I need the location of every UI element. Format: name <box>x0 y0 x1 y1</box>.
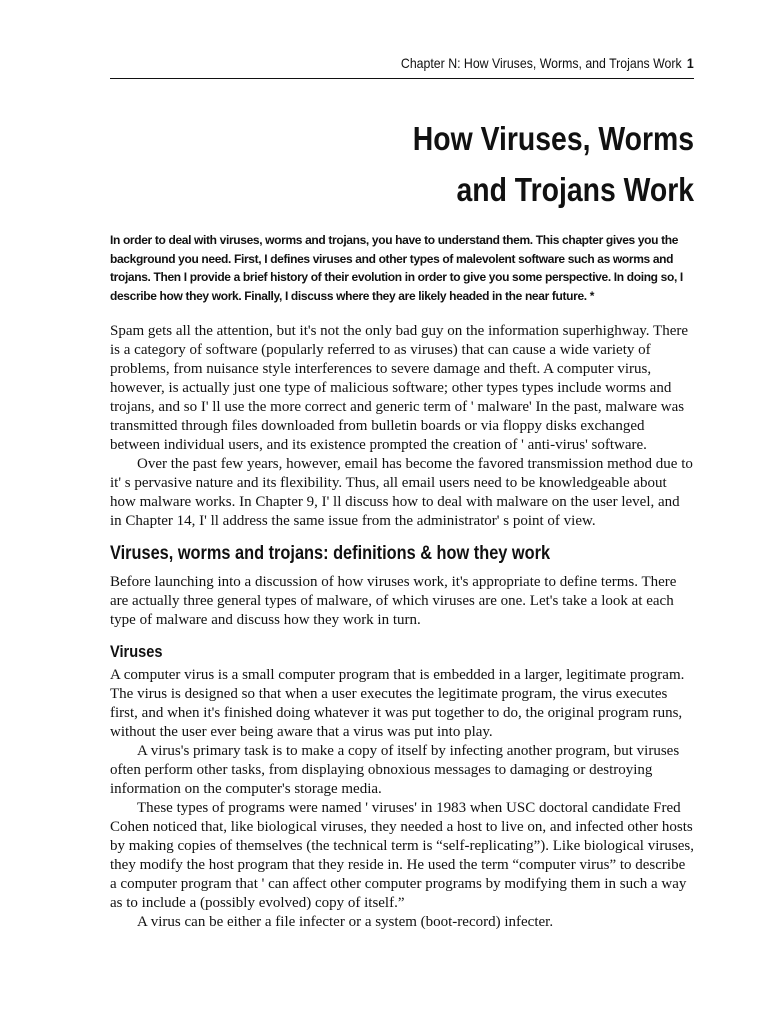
viruses-paragraph-2: A virus's primary task is to make a copy of itself by infecting another program, but viruses often perform other tasks, from displaying obnoxious messages to damaging or destroying information on the computer's storage media. <box>110 743 680 797</box>
page-number: 1 <box>687 55 694 71</box>
body-text <box>110 322 694 932</box>
intro-paragraph-2: Over the past few years, however, email has become the favored transmission method due to it' s pervasive nature and its flexibility. Thus, all email users need to be knowledgeable about how malware works. In Chapter 9, I' ll discuss how to deal with malware on the user level, and in Chapter 14, I' ll address the same issue from the administrator' s point of view. <box>110 456 693 529</box>
viruses-paragraph-4: A virus can be either a file infecter or a system (boot-record) infecter. <box>137 914 554 930</box>
running-header-title: Chapter N: How Viruses, Worms, and Trojans Work <box>401 55 682 71</box>
viruses-paragraph-3: These types of programs were named ' viruses' in 1983 when USC doctoral candidate Fred Cohen noticed that, like biological viruses, they needed a host to live on, and infected other hosts by making copies of themselves (the technical term is “self-replicating”). Like biological viruses, they modify the host program that they reside in. He used the term “computer virus” to describe a computer program that ' can affect other computer programs by modifying them in such a way as to include a (possibly evolved) copy of itself.” <box>110 800 694 911</box>
chapter-abstract: In order to deal with viruses, worms and trojans, you have to understand them. This chapter gives you the background you need. First, I defines viruses and other types of malevolent software such as worms and trojans. Then I provide a brief history of their evolution in order to give you some perspective. In doing so, I describe how they work. Finally, I discuss where they are likely headed in the near future. * <box>110 233 683 303</box>
chapter-title <box>413 113 694 215</box>
viruses-paragraph-1: A computer virus is a small computer program that is embedded in a larger, legitimate program. The virus is designed so that when a user executes the legitimate program, the virus executes first, and when it's finished doing whatever it was put together to do, the original program runs, without the user ever being aware that a virus was put into play. <box>110 667 685 740</box>
intro-paragraph-1: Spam gets all the attention, but it's not the only bad guy on the information superhighway. There is a category of software (popularly referred to as viruses) that can cause a wide variety of problems, from nuisance style interferences to severe damage and theft. A computer virus, however, is actually just one type of malicious software; other types types include worms and trojans, and so I' ll use the more correct and generic term of ' malware' In the past, malware was transmitted through files downloaded from bulletin boards or via floppy disks exchanged between individual users, and its existence prompted the creation of ' anti-virus' software. <box>110 323 689 453</box>
section-heading-definitions: Viruses, worms and trojans: definitions & how they work <box>110 543 551 564</box>
header-rule <box>110 78 694 79</box>
subsection-heading-viruses: Viruses <box>110 642 163 661</box>
running-header <box>401 55 694 71</box>
chapter-title-line-1: How Viruses, Worms <box>412 120 694 157</box>
definitions-paragraph-1: Before launching into a discussion of how viruses work, it's appropriate to define terms. There are actually three general types of malware, of which viruses are one. Let's take a look at each type of malware and discuss how they work in turn. <box>110 574 677 628</box>
chapter-title-line-2: and Trojans Work <box>456 171 694 208</box>
